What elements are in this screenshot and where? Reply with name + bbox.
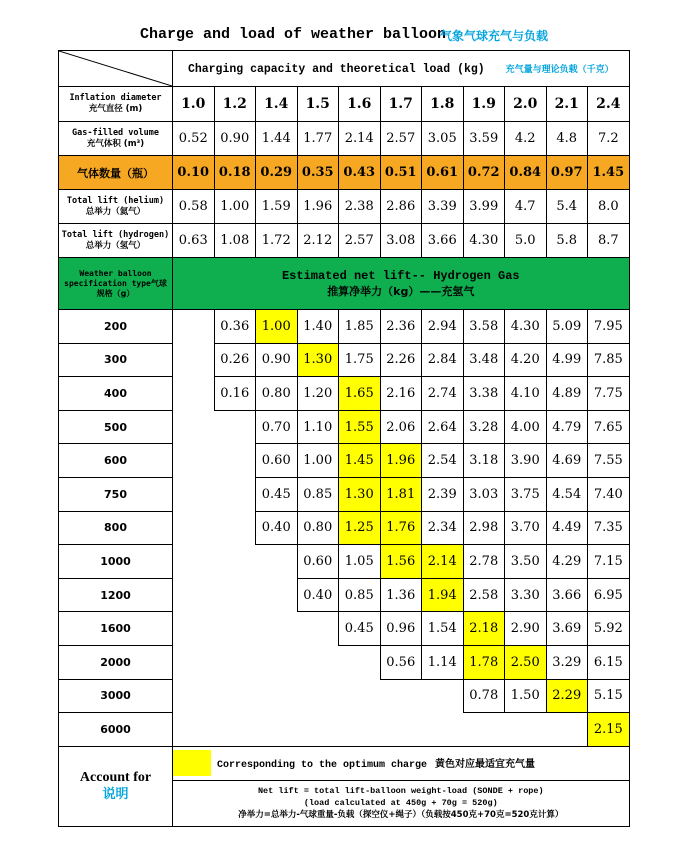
net-lift-cell: 1.81 [380, 477, 422, 511]
lift_helium-cell: 2.38 [339, 190, 381, 224]
empty-cell [256, 645, 298, 679]
net-lift-cell: 2.14 [422, 545, 464, 579]
net-lift-cell: 7.85 [588, 343, 630, 377]
net-lift-cell: 1.85 [339, 310, 381, 344]
legend-cell [173, 746, 630, 780]
empty-cell [297, 713, 339, 747]
empty-cell [256, 545, 298, 579]
net-lift-cell: 7.35 [588, 511, 630, 545]
net-lift-cell: 0.90 [256, 343, 298, 377]
net-lift-cell: 2.74 [422, 377, 464, 411]
volume-label-en: Gas-filled volume [72, 127, 159, 138]
empty-cell [256, 578, 298, 612]
balloon-weight-cell: 300 [59, 343, 173, 377]
yellow-legend-swatch [173, 750, 211, 776]
net-lift-cell: 3.75 [505, 477, 547, 511]
legend-row [59, 746, 630, 780]
empty-cell [339, 713, 381, 747]
diameter-cell: 2.0 [505, 87, 547, 122]
diameter-cell: 1.2 [214, 87, 256, 122]
bottles-cell: 0.43 [339, 156, 381, 190]
net-lift-cell: 4.54 [546, 477, 588, 511]
empty-cell [214, 679, 256, 713]
charging-header-en: Charging capacity and theoretical load (kg) [187, 62, 485, 76]
lift_hydrogen-label-en: Total lift (hydrogen) [61, 229, 170, 240]
lift_helium-cell: 4.7 [505, 190, 547, 224]
empty-cell [173, 511, 215, 545]
volume-label [59, 122, 173, 156]
empty-cell [173, 477, 215, 511]
net-lift-cell: 4.99 [546, 343, 588, 377]
volume-cell: 7.2 [588, 122, 630, 156]
net-lift-cell: 3.03 [463, 477, 505, 511]
bottles-cell: 0.84 [505, 156, 547, 190]
empty-cell [380, 679, 422, 713]
net-lift-cell: 1.40 [297, 310, 339, 344]
empty-cell [173, 343, 215, 377]
lift_hydrogen-cell: 1.08 [214, 224, 256, 258]
lift_hydrogen-cell: 5.0 [505, 224, 547, 258]
net-lift-cell: 7.95 [588, 310, 630, 344]
net-lift-cell: 0.56 [380, 645, 422, 679]
empty-cell [173, 444, 215, 478]
diameter-cell: 1.8 [422, 87, 464, 122]
legend-en: Corresponding to the optimum charge [217, 760, 428, 772]
net-lift-cell: 0.60 [297, 545, 339, 579]
net-lift-cell: 1.10 [297, 410, 339, 444]
net-lift-cell: 1.55 [339, 410, 381, 444]
legend-zh: 黄色对应最适宜充气量 [435, 759, 536, 771]
lift_hydrogen-cell: 4.30 [463, 224, 505, 258]
net-lift-cell: 0.80 [297, 511, 339, 545]
net-lift-cell: 1.25 [339, 511, 381, 545]
lift_hydrogen-label-zh: 总举力（氢气） [85, 240, 146, 251]
net-lift-cell: 1.14 [422, 645, 464, 679]
net-lift-row [59, 679, 630, 713]
net-lift-cell: 3.28 [463, 410, 505, 444]
volume-cell: 2.14 [339, 122, 381, 156]
net-lift-cell: 1.76 [380, 511, 422, 545]
net-lift-cell: 4.79 [546, 410, 588, 444]
net-lift-row [59, 713, 630, 747]
net-lift-cell: 2.90 [505, 612, 547, 646]
net-lift-cell: 1.94 [422, 578, 464, 612]
bottles-label: 气体数量（瓶） [59, 156, 173, 190]
lift_helium-label-zh: 总举力（氦气） [85, 206, 146, 217]
net-lift-cell: 3.29 [546, 645, 588, 679]
volume-cell: 2.57 [380, 122, 422, 156]
lift_helium-cell: 3.99 [463, 190, 505, 224]
title-en: Charge and load of weather balloon [140, 26, 447, 43]
net-lift-cell: 5.09 [546, 310, 588, 344]
empty-cell [256, 679, 298, 713]
net-lift-cell: 1.45 [339, 444, 381, 478]
net-lift-row [59, 444, 630, 478]
diameter-row [59, 87, 630, 122]
lift_helium-cell: 0.58 [173, 190, 215, 224]
empty-cell [214, 477, 256, 511]
account-for-cell [59, 746, 173, 826]
volume-row [59, 122, 630, 156]
lift_helium-cell: 1.00 [214, 190, 256, 224]
spec-label-en-line [59, 269, 172, 289]
bottles-cell: 0.35 [297, 156, 339, 190]
account-for-zh: 说明 [102, 787, 129, 803]
lift_helium-cell: 1.96 [297, 190, 339, 224]
spec-label-zh: 规格（g） [96, 288, 135, 298]
empty-cell [214, 410, 256, 444]
net-lift-cell: 2.64 [422, 410, 464, 444]
balloon-weight-cell: 6000 [59, 713, 173, 747]
net-lift-cell: 7.40 [588, 477, 630, 511]
empty-cell [256, 612, 298, 646]
diameter-label [59, 87, 173, 122]
diameter-cell: 1.7 [380, 87, 422, 122]
net-lift-cell: 3.69 [546, 612, 588, 646]
diameter-label-zh: 充气直径 (m) [88, 104, 143, 114]
formula-line1: Net lift = total lift-balloon weight-load (SONDE + rope) [257, 786, 544, 797]
balloon-weight-cell: 3000 [59, 679, 173, 713]
net-lift-cell: 5.15 [588, 679, 630, 713]
lift_helium-cell: 3.39 [422, 190, 464, 224]
empty-cell [256, 713, 298, 747]
lift_helium-label-en: Total lift (helium) [66, 195, 165, 206]
lift_helium-row [59, 190, 630, 224]
balloon-weight-cell: 750 [59, 477, 173, 511]
net-lift-cell: 4.30 [505, 310, 547, 344]
net-lift-cell: 6.15 [588, 645, 630, 679]
net-lift-cell: 1.50 [505, 679, 547, 713]
balloon-weight-cell: 1200 [59, 578, 173, 612]
formula-cell [173, 780, 630, 826]
bottles-cell: 0.10 [173, 156, 215, 190]
lift_helium-cell: 5.4 [546, 190, 588, 224]
net-lift-cell: 2.58 [463, 578, 505, 612]
net-lift-cell: 3.48 [463, 343, 505, 377]
empty-cell [173, 713, 215, 747]
lift_hydrogen-label [59, 224, 173, 258]
net-lift-cell: 2.50 [505, 645, 547, 679]
empty-cell [173, 679, 215, 713]
empty-cell [505, 713, 547, 747]
net-lift-row [59, 310, 630, 344]
net-lift-cell: 0.78 [463, 679, 505, 713]
bottles-cell: 0.97 [546, 156, 588, 190]
volume-cell: 1.77 [297, 122, 339, 156]
net-lift-cell: 1.78 [463, 645, 505, 679]
empty-cell [173, 377, 215, 411]
empty-cell [214, 612, 256, 646]
balloon-weight-cell: 800 [59, 511, 173, 545]
empty-cell [297, 612, 339, 646]
net-lift-cell: 4.10 [505, 377, 547, 411]
net-lift-row [59, 377, 630, 411]
lift_hydrogen-cell: 3.66 [422, 224, 464, 258]
formula-line3: 净举力=总举力-气球重量-负载（探空仪+绳子）（负载按450克+70克=520克计算） [238, 810, 564, 821]
empty-cell [339, 645, 381, 679]
volume-cell: 3.59 [463, 122, 505, 156]
net-lift-row [59, 477, 630, 511]
empty-cell [214, 545, 256, 579]
net-lift-header-zh: 推算净举力（kg）——充氢气 [327, 284, 475, 298]
diagonal-line [59, 51, 172, 86]
net-lift-row [59, 545, 630, 579]
balloon-weight-cell: 1000 [59, 545, 173, 579]
diameter-cell: 1.4 [256, 87, 298, 122]
volume-cell: 3.05 [422, 122, 464, 156]
bottles-row [59, 156, 630, 190]
net-lift-cell: 2.34 [422, 511, 464, 545]
empty-cell [173, 612, 215, 646]
net-lift-cell: 6.95 [588, 578, 630, 612]
net-lift-cell: 1.30 [339, 477, 381, 511]
net-lift-row [59, 612, 630, 646]
balloon-weight-cell: 400 [59, 377, 173, 411]
net-lift-cell: 0.96 [380, 612, 422, 646]
empty-cell [173, 310, 215, 344]
account-for-en: Account for [79, 770, 152, 786]
balloon-weight-cell: 600 [59, 444, 173, 478]
net-lift-cell: 3.90 [505, 444, 547, 478]
diameter-cell: 1.0 [173, 87, 215, 122]
net-lift-cell: 2.94 [422, 310, 464, 344]
balloon-weight-cell: 200 [59, 310, 173, 344]
net-lift-cell: 3.70 [505, 511, 547, 545]
lift_hydrogen-cell: 8.7 [588, 224, 630, 258]
net-lift-cell: 0.85 [339, 578, 381, 612]
net-lift-row [59, 511, 630, 545]
empty-cell [173, 645, 215, 679]
net-lift-cell: 0.40 [256, 511, 298, 545]
net-lift-cell: 2.84 [422, 343, 464, 377]
net-lift-cell: 2.78 [463, 545, 505, 579]
net-lift-cell: 2.16 [380, 377, 422, 411]
net-lift-cell: 3.58 [463, 310, 505, 344]
net-lift-cell: 2.26 [380, 343, 422, 377]
volume-label-zh: 充气体积 (m³) [86, 138, 145, 149]
net-lift-cell: 1.96 [380, 444, 422, 478]
net-lift-cell: 0.85 [297, 477, 339, 511]
net-lift-cell: 4.29 [546, 545, 588, 579]
lift_hydrogen-row [59, 224, 630, 258]
net-lift-cell: 0.80 [256, 377, 298, 411]
empty-cell [297, 679, 339, 713]
balloon-table [58, 50, 630, 827]
net-lift-cell: 3.38 [463, 377, 505, 411]
empty-cell [214, 444, 256, 478]
net-lift-cell: 1.54 [422, 612, 464, 646]
empty-cell [463, 713, 505, 747]
diameter-cell: 1.5 [297, 87, 339, 122]
lift_helium-cell: 8.0 [588, 190, 630, 224]
diameter-cell: 1.9 [463, 87, 505, 122]
legend-text [217, 760, 535, 771]
lift_hydrogen-cell: 2.12 [297, 224, 339, 258]
volume-cell: 0.90 [214, 122, 256, 156]
bottles-cell: 0.61 [422, 156, 464, 190]
net-lift-header-row [59, 258, 630, 310]
lift_hydrogen-cell: 0.63 [173, 224, 215, 258]
net-lift-cell: 1.20 [297, 377, 339, 411]
lift_hydrogen-cell: 1.72 [256, 224, 298, 258]
lift_helium-cell: 1.59 [256, 190, 298, 224]
diameter-cell: 2.4 [588, 87, 630, 122]
lift_hydrogen-cell: 3.08 [380, 224, 422, 258]
lift_helium-cell: 2.86 [380, 190, 422, 224]
net-lift-cell: 0.60 [256, 444, 298, 478]
net-lift-cell: 4.89 [546, 377, 588, 411]
net-lift-header-en: Estimated net lift-- Hydrogen Gas [281, 268, 520, 283]
spec-label-en: Weather balloon specification type [64, 268, 152, 288]
net-lift-row [59, 410, 630, 444]
net-lift-cell: 4.69 [546, 444, 588, 478]
bottles-cell: 0.18 [214, 156, 256, 190]
net-lift-cell: 3.66 [546, 578, 588, 612]
empty-cell [339, 679, 381, 713]
empty-cell [214, 645, 256, 679]
net-lift-cell: 1.75 [339, 343, 381, 377]
net-lift-cell: 2.18 [463, 612, 505, 646]
bottles-cell: 0.29 [256, 156, 298, 190]
empty-cell [173, 545, 215, 579]
net-lift-cell: 1.00 [256, 310, 298, 344]
net-lift-cell: 2.54 [422, 444, 464, 478]
net-lift-cell: 2.15 [588, 713, 630, 747]
net-lift-cell: 1.05 [339, 545, 381, 579]
bottles-cell: 0.72 [463, 156, 505, 190]
net-lift-header [173, 258, 630, 310]
empty-cell [546, 713, 588, 747]
net-lift-cell: 1.65 [339, 377, 381, 411]
charging-header-row [59, 51, 630, 87]
net-lift-row [59, 578, 630, 612]
lift_hydrogen-cell: 5.8 [546, 224, 588, 258]
empty-cell [173, 410, 215, 444]
volume-cell: 4.8 [546, 122, 588, 156]
empty-cell [214, 578, 256, 612]
net-lift-cell: 1.00 [297, 444, 339, 478]
net-lift-cell: 4.00 [505, 410, 547, 444]
diagonal-header-cell [59, 51, 173, 87]
volume-cell: 1.44 [256, 122, 298, 156]
net-lift-cell: 5.92 [588, 612, 630, 646]
net-lift-cell: 1.36 [380, 578, 422, 612]
title-zh: 气象气球充气与负载 [440, 29, 549, 43]
balloon-weight-cell: 1600 [59, 612, 173, 646]
net-lift-cell: 2.06 [380, 410, 422, 444]
net-lift-cell: 7.15 [588, 545, 630, 579]
balloon-weight-cell: 2000 [59, 645, 173, 679]
empty-cell [214, 511, 256, 545]
diameter-cell: 1.6 [339, 87, 381, 122]
charging-header-zh: 充气量与理论负载（千克） [505, 64, 614, 75]
net-lift-cell: 4.20 [505, 343, 547, 377]
net-lift-cell: 0.40 [297, 578, 339, 612]
diameter-cell: 2.1 [546, 87, 588, 122]
net-lift-cell: 7.75 [588, 377, 630, 411]
empty-cell [214, 713, 256, 747]
bottles-cell: 0.51 [380, 156, 422, 190]
net-lift-cell: 0.45 [339, 612, 381, 646]
net-lift-row [59, 343, 630, 377]
bottles-cell: 1.45 [588, 156, 630, 190]
net-lift-cell: 7.55 [588, 444, 630, 478]
empty-cell [173, 578, 215, 612]
net-lift-cell: 4.49 [546, 511, 588, 545]
volume-cell: 0.52 [173, 122, 215, 156]
net-lift-row [59, 645, 630, 679]
net-lift-cell: 3.30 [505, 578, 547, 612]
balloon-weight-cell: 500 [59, 410, 173, 444]
net-lift-cell: 0.70 [256, 410, 298, 444]
net-lift-cell: 2.36 [380, 310, 422, 344]
net-lift-cell: 2.39 [422, 477, 464, 511]
net-lift-cell: 3.50 [505, 545, 547, 579]
volume-cell: 4.2 [505, 122, 547, 156]
net-lift-cell: 1.30 [297, 343, 339, 377]
net-lift-cell: 3.18 [463, 444, 505, 478]
net-lift-cell: 0.45 [256, 477, 298, 511]
net-lift-cell: 7.65 [588, 410, 630, 444]
formula-line2: (load calculated at 450g + 70g = 520g) [303, 798, 498, 809]
lift_helium-label [59, 190, 173, 224]
diameter-label-en: Inflation diameter [69, 93, 162, 103]
page-title [0, 22, 694, 48]
net-lift-cell: 2.29 [546, 679, 588, 713]
empty-cell [297, 645, 339, 679]
lift_hydrogen-cell: 2.57 [339, 224, 381, 258]
empty-cell [422, 679, 464, 713]
spec-label-zh-inline: 气球 [150, 278, 167, 288]
charging-header [173, 51, 630, 87]
net-lift-cell: 2.98 [463, 511, 505, 545]
net-lift-cell: 0.26 [214, 343, 256, 377]
empty-cell [422, 713, 464, 747]
net-lift-cell: 0.36 [214, 310, 256, 344]
net-lift-cell: 1.56 [380, 545, 422, 579]
empty-cell [380, 713, 422, 747]
net-lift-cell: 0.16 [214, 377, 256, 411]
spec-label [59, 258, 173, 310]
